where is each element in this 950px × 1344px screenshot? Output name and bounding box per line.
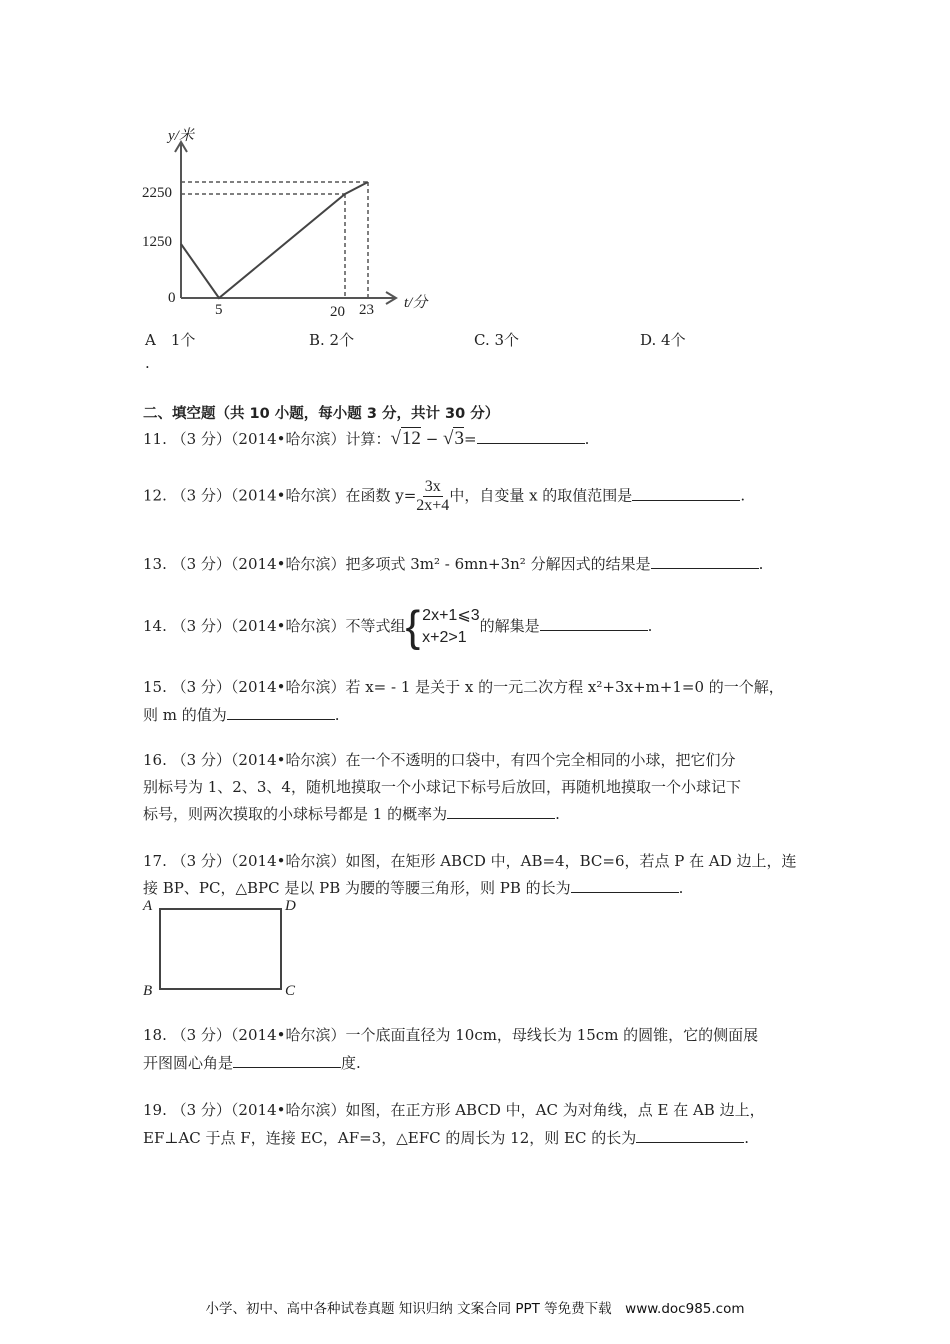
equals: = — [463, 430, 477, 448]
vertex-c: C — [285, 983, 296, 999]
q14-prefix: 14. （3 分）（2014•哈尔滨）不等式组 — [143, 617, 406, 635]
answer-blank-13[interactable] — [651, 553, 759, 569]
rectangle-abcd-figure — [140, 898, 310, 1003]
question-18-line-1: 18. （3 分）（2014•哈尔滨）一个底面直径为 10cm，母线长为 15cm 的圆锥，它的侧面展 — [143, 1026, 759, 1044]
q18-text: 开图圆心角是 — [143, 1054, 234, 1072]
x-axis-label: t/分 — [404, 295, 428, 311]
fraction: $\frac{3x}{2x+4}$ — [416, 478, 450, 514]
y-tick-1250: 1250 — [142, 234, 172, 250]
x-tick-20: 20 — [330, 304, 345, 320]
answer-blank-17[interactable] — [571, 877, 679, 893]
x-tick-5: 5 — [215, 302, 223, 318]
question-11 — [143, 428, 589, 449]
question-16-line-3 — [143, 803, 560, 824]
vertex-a: A — [143, 898, 153, 914]
y-tick-2250: 2250 — [142, 185, 172, 201]
answer-blank-18[interactable] — [233, 1052, 341, 1068]
footer-ad: 小学、初中、高中各种试卷真题 知识归纳 文案合同 PPT 等免费下载 www.doc985.com — [205, 1301, 745, 1317]
inequality-2: x+2>1 — [422, 629, 467, 646]
question-14 — [143, 598, 652, 654]
q16-text: 标号，则两次摸取的小球标号都是 1 的概率为 — [143, 805, 448, 823]
question-17-line-1: 17. （3 分）（2014•哈尔滨）如图，在矩形 ABCD 中，AB=4，BC=6，若点 P 在 AD 边上，连 — [143, 852, 797, 870]
q14-suffix: 的解集是 — [479, 617, 540, 635]
q17-text: 接 BP、PC，△BPC 是以 PB 为腰的等腰三角形，则 PB 的长为 — [143, 879, 571, 897]
answer-blank-16[interactable] — [447, 803, 555, 819]
q12-prefix: 12. （3 分）（2014•哈尔滨）在函数 y= — [143, 486, 417, 505]
period: . — [334, 706, 340, 724]
question-17-line-2 — [143, 877, 683, 898]
q11-prefix: 11. （3 分）（2014•哈尔滨）计算： — [143, 430, 391, 448]
question-13 — [143, 553, 763, 574]
period: . — [647, 617, 653, 635]
minus-sign: − — [425, 430, 439, 448]
left-brace-icon: { — [405, 602, 421, 651]
rectangle — [159, 908, 282, 990]
degree-suffix: 度. — [341, 1054, 361, 1072]
answer-blank-15[interactable] — [227, 704, 335, 720]
question-19-line-2 — [143, 1127, 749, 1148]
option-c: C. 3个 — [474, 331, 520, 349]
y-axis-label: y/米 — [168, 128, 194, 144]
option-b: B. 2个 — [309, 331, 355, 349]
question-18-line-2 — [143, 1052, 361, 1073]
question-15-line-1: 15. （3 分）（2014•哈尔滨）若 x= - 1 是关于 x 的一元二次方程 x²+3x+m+1=0 的一个解， — [143, 678, 784, 696]
period: . — [678, 879, 684, 897]
sqrt-3: √3 — [443, 428, 464, 449]
question-16-line-2: 别标号为 1、2、3、4，随机地摸取一个小球记下标号后放回，再随机地摸取一个小球记下 — [143, 778, 741, 796]
answer-blank-14[interactable] — [540, 615, 648, 631]
period: . — [744, 1129, 750, 1147]
q15-text: 则 m 的值为 — [143, 706, 227, 724]
period: . — [758, 555, 764, 573]
vertex-b: B — [143, 983, 153, 999]
inequality-1: 2x+1⩽3 — [422, 607, 480, 624]
period: . — [555, 805, 560, 823]
option-d: D. 4个 — [640, 331, 686, 349]
period: . — [740, 486, 746, 505]
option-dot: . — [145, 354, 150, 372]
sqrt-12: √12 — [390, 428, 421, 449]
answer-blank-12[interactable] — [632, 485, 740, 501]
inequality-system — [405, 602, 480, 651]
vertex-d: D — [285, 898, 296, 914]
q19-text: EF⊥AC 于点 F，连接 EC，AF=3，△EFC 的周长为 12，则 EC 的长为 — [143, 1129, 637, 1147]
question-19-line-1: 19. （3 分）（2014•哈尔滨）如图，在正方形 ABCD 中，AC 为对角线，点 E 在 AB 边上， — [143, 1101, 765, 1119]
question-16-line-1: 16. （3 分）（2014•哈尔滨）在一个不透明的口袋中，有四个完全相同的小球，把它们分 — [143, 751, 736, 769]
y-tick-0: 0 — [168, 290, 176, 306]
option-a: A 1个 — [145, 331, 196, 349]
question-12 — [143, 478, 745, 515]
q12-suffix: 中，自变量 x 的取值范围是 — [449, 486, 633, 505]
distance-time-graph — [140, 120, 460, 330]
period: . — [584, 430, 590, 448]
question-15-line-2 — [143, 704, 340, 725]
q13-text: 13. （3 分）（2014•哈尔滨）把多项式 3m² - 6mn+3n² 分解因式的结果是 — [143, 555, 651, 573]
section-title: 二、填空题（共 10 小题，每小题 3 分，共计 30 分） — [143, 406, 500, 422]
answer-blank-19[interactable] — [636, 1127, 744, 1143]
answer-blank-11[interactable] — [477, 428, 585, 444]
x-tick-23: 23 — [359, 302, 374, 318]
